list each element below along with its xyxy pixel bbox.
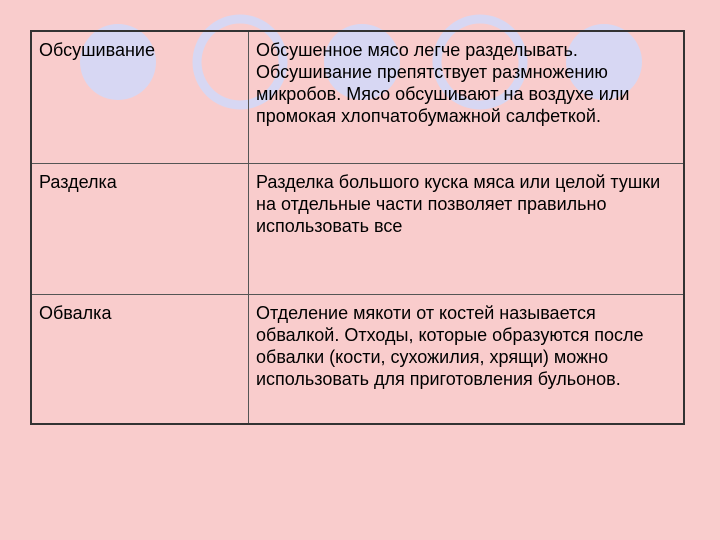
description-cell: Разделка большого куска мяса или целой тушки на отдельные части позволяет правильно использовать все bbox=[249, 164, 685, 295]
table-row bbox=[31, 31, 684, 164]
term-cell: Разделка bbox=[31, 164, 249, 295]
term-cell: Обвалка bbox=[31, 295, 249, 425]
meat-processing-table bbox=[30, 30, 685, 425]
table-row bbox=[31, 295, 684, 425]
description-cell: Отделение мякоти от костей называется обвалкой. Отходы, которые образуются после обвалки (кости, сухожилия, хрящи) можно использовать для приготовления бульонов. bbox=[249, 295, 685, 425]
description-cell: Обсушенное мясо легче разделывать. Обсушивание препятствует размножению микробов. Мясо обсушивают на воздухе или промокая хлопчатобумажной салфеткой. bbox=[249, 31, 685, 164]
table-row bbox=[31, 164, 684, 295]
term-cell: Обсушивание bbox=[31, 31, 249, 164]
